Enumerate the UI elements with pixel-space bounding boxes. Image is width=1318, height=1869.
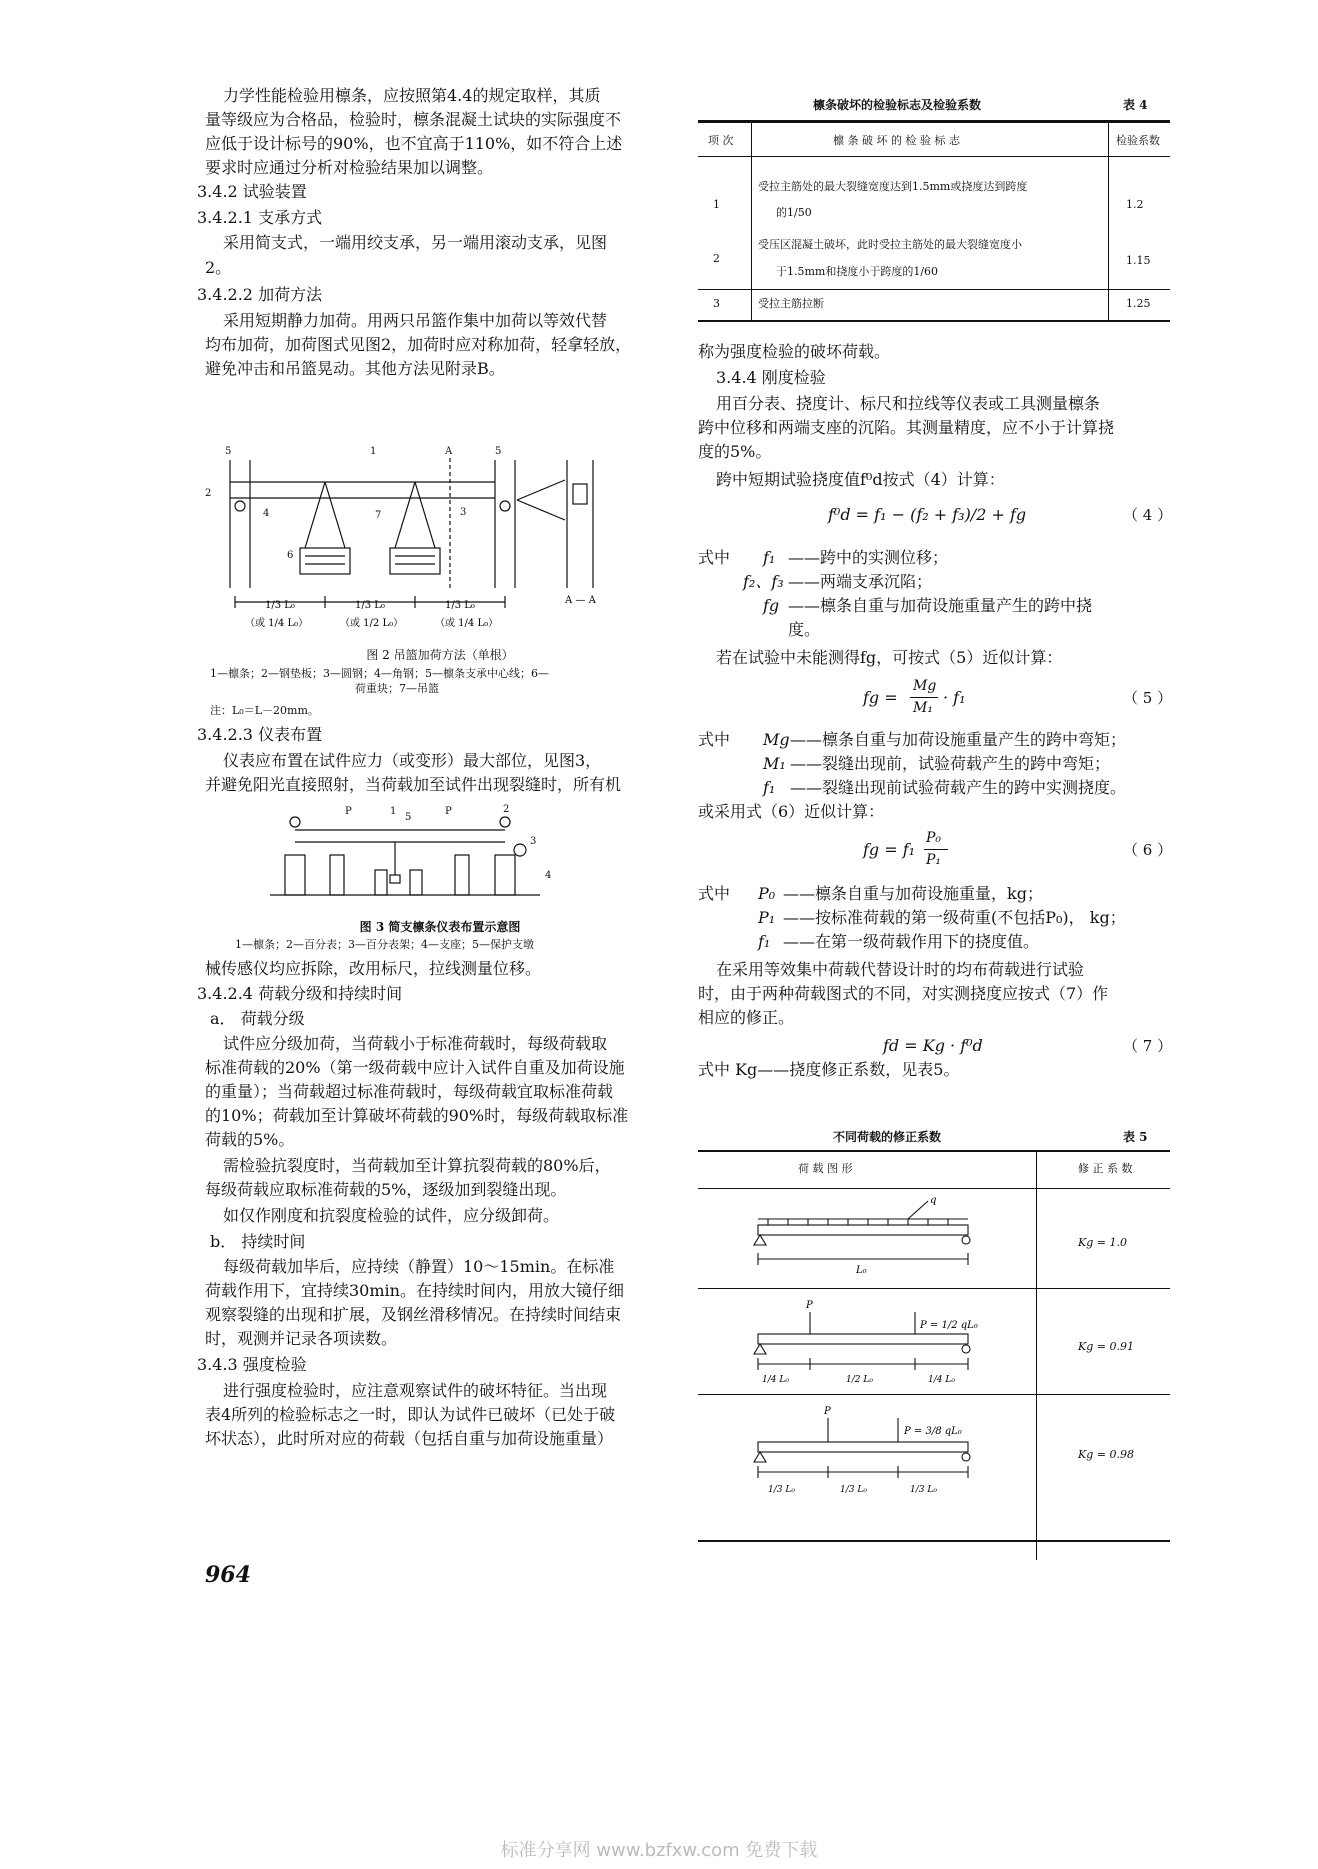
paragraph-line: 的10%；荷载加至计算破坏荷载的90%时，每级荷载取标准 [205, 1106, 629, 1125]
table-5-k: Kg = 0.91 [1078, 1340, 1134, 1353]
paragraph-line: 时，观测并记录各项读数。 [205, 1329, 398, 1348]
figure-2-caption: 图 2 吊篮加荷方法（单根） [366, 648, 514, 662]
where-symbol: Mg [763, 730, 790, 749]
equation-6-numerator: P₀ [926, 830, 942, 846]
table-5-q-label: q [930, 1195, 937, 1206]
equation-number: （ 6 ） [1123, 841, 1173, 859]
where-text: ——在第一级荷载作用下的挠度值。 [783, 932, 1040, 951]
figure-2-legend: 1—檩条；2—钢垫板；3—圆钢；4—角钢；5—檩条支承中心线；6— [210, 667, 549, 680]
paragraph-line: 进行强度检验时，应注意观察试件的破坏特征。当出现 [223, 1381, 608, 1400]
paragraph-line: 或采用式（6）近似计算： [698, 802, 885, 821]
paragraph-line: 试件应分级加荷，当荷载小于标准荷载时，每级荷载取 [223, 1034, 608, 1053]
table-4-row-text: 受拉主筋拉断 [758, 297, 824, 310]
table-4-bottom-rule [698, 320, 1170, 322]
table-4-row-text: 于1.5mm和挠度小于跨度的1/60 [776, 265, 939, 278]
paragraph-line: 仪表应布置在试件应力（或变形）最大部位，见图3， [223, 751, 602, 770]
where-text: ——裂缝出现前试验荷载产生的跨中实测挠度。 [790, 778, 1127, 797]
equation-5-right: · f₁ [943, 688, 966, 707]
paragraph-line: 均布加荷，加荷图式见图2，加荷时应对称加荷，轻拿轻放， [205, 335, 632, 354]
fig2-dim-alt: （或 1/2 L₀） [340, 618, 404, 629]
table-5-title: 不同荷载的修正系数 [833, 1130, 942, 1144]
paragraph-line: 式中 Kg——挠度修正系数，见表5。 [698, 1060, 960, 1079]
equation-number: （ 5 ） [1123, 689, 1173, 707]
footer-watermark: 标准分享网 www.bzfxw.com 免费下载 [500, 1840, 818, 1861]
paragraph-line: 荷载作用下，宜持续30min。在持续时间内，用放大镜仔细 [205, 1281, 624, 1300]
table-5-row1-diagram [738, 1195, 998, 1280]
table-4-header: 檩 条 破 坏 的 检 验 标 志 [833, 134, 960, 147]
svg-text:6: 6 [287, 550, 294, 561]
fig2-dim-alt: （或 1/4 L₀） [435, 618, 499, 629]
svg-text:3: 3 [460, 507, 467, 518]
subsection-heading: a． 荷载分级 [210, 1009, 305, 1028]
subsection-heading: b． 持续时间 [210, 1232, 306, 1251]
paragraph-line: 跨中位移和两端支座的沉陷。其测量精度，应不小于计算挠 [698, 418, 1115, 437]
equation-number: （ 7 ） [1123, 1037, 1173, 1055]
where-symbol: P₀ [758, 884, 776, 903]
equation-6-denominator: P₁ [926, 852, 942, 868]
where-symbol: f₂、f₃ [743, 572, 784, 591]
svg-text:5: 5 [495, 446, 502, 457]
svg-text:3: 3 [530, 836, 537, 847]
table-5-load-label: P = 3/8 qL₀ [904, 1426, 962, 1437]
where-text: ——按标准荷载的第一级荷重(不包括P₀)， kg； [783, 908, 1126, 927]
figure-2-legend: 荷重块；7—吊篮 [355, 682, 439, 695]
table-5-number: 表 5 [1123, 1130, 1148, 1144]
table-4-row-k: 1.25 [1126, 297, 1151, 310]
table-4-header: 项 次 [708, 134, 734, 147]
svg-text:4: 4 [545, 870, 552, 881]
equation-5-left: fg = [863, 688, 898, 707]
svg-text:1: 1 [390, 806, 397, 817]
paragraph-line: 时，由于两种荷载图式的不同，对实测挠度应按式（7）作 [698, 984, 1109, 1003]
section-heading: 3.4.2.3 仪表布置 [197, 725, 323, 744]
intro-line: 要求时应通过分析对检验结果加以调整。 [205, 158, 494, 177]
section-heading: 3.4.2.2 加荷方法 [197, 285, 323, 304]
paragraph-line: 跨中短期试验挠度值f⁰d按式（4）计算： [716, 470, 1005, 489]
page-number: 964 [205, 1562, 251, 1588]
paragraph-line: 并避免阳光直接照射，当荷载加至试件出现裂缝时，所有机 [205, 775, 622, 794]
paragraph-line: 避免冲击和吊篮晃动。其他方法见附录B。 [205, 359, 505, 378]
figure-2-note: 注：L₀＝L－20mm。 [210, 704, 319, 717]
fig2-dim: 1/3 L₀ [355, 600, 385, 611]
where-symbol: f₁ [758, 932, 771, 951]
table-5-span-label: L₀ [856, 1265, 867, 1276]
svg-text:P: P [445, 806, 452, 817]
paragraph-line: 相应的修正。 [698, 1008, 795, 1027]
paragraph-line: 采用短期静力加荷。用两只吊篮作集中加荷以等效代替 [223, 311, 608, 330]
paragraph-line: 称为强度检验的破坏荷载。 [698, 342, 891, 361]
paragraph-line: 的重量）；当荷载超过标准荷载时，每级荷载宜取标准荷载 [205, 1082, 614, 1101]
svg-text:7: 7 [375, 510, 382, 521]
where-text: 度。 [788, 620, 821, 639]
paragraph-line: 在采用等效集中荷载代替设计时的均布荷载进行试验 [716, 960, 1085, 979]
paragraph-line: 坏状态），此时所对应的荷载（包括自重与加荷设施重量） [205, 1429, 614, 1448]
where-symbol: f₁ [763, 548, 776, 567]
table-5-k: Kg = 0.98 [1078, 1448, 1134, 1461]
paragraph-line: 械传感仪均应拆除，改用标尺，拉线测量位移。 [205, 959, 542, 978]
svg-text:4: 4 [263, 508, 270, 519]
figure-2-diagram [195, 440, 665, 630]
svg-text:1: 1 [370, 446, 377, 457]
table-5-bottom-rule [698, 1540, 1170, 1542]
paragraph-line: 每级荷载应取标准荷载的5%，逐级加到裂缝出现。 [205, 1180, 567, 1199]
table-4-header: 检验系数 [1116, 134, 1160, 147]
paragraph-line: 表4所列的检验标志之一时，即认为试件已破坏（已处于破 [205, 1405, 616, 1424]
table-4-row-no: 2 [713, 252, 720, 265]
table-4-row-k: 1.15 [1126, 254, 1151, 267]
paragraph-line: 若在试验中未能测得fg，可按式（5）近似计算： [716, 648, 1063, 667]
table-4-row-k: 1.2 [1126, 198, 1144, 211]
table-5-header: 修 正 系 数 [1078, 1162, 1133, 1175]
svg-text:5: 5 [225, 446, 232, 457]
equation-5-numerator: Mg [913, 678, 937, 694]
table-5-k: Kg = 1.0 [1078, 1236, 1127, 1249]
figure-3-legend: 1—檩条；2—百分表；3—百分表架；4—支座；5—保护支墩 [235, 938, 534, 951]
equation-7: fd = Kg · f⁰d [883, 1036, 983, 1055]
table-4-row-text: 受压区混凝土破坏，此时受拉主筋处的最大裂缝宽度小 [758, 238, 1022, 251]
where-text: ——檩条自重与加荷设施重量，kg； [783, 884, 1043, 903]
svg-text:P: P [345, 806, 352, 817]
svg-text:5: 5 [405, 812, 412, 823]
section-heading: 3.4.2 试验装置 [197, 182, 307, 201]
where-symbol: f₁ [763, 778, 776, 797]
table-5-dim: 1/3 L₀ [768, 1485, 795, 1495]
where-text: ——裂缝出现前，试验荷载产生的跨中弯矩； [790, 754, 1111, 773]
svg-text:2: 2 [205, 488, 212, 499]
paragraph-line: 2。 [205, 258, 232, 277]
section-heading: 3.4.3 强度检验 [197, 1355, 307, 1374]
intro-line: 量等级应为合格品，检验时，檩条混凝土试块的实际强度不 [205, 110, 622, 129]
table-4-row-no: 1 [713, 198, 720, 211]
table-4-row-no: 3 [713, 297, 720, 310]
paragraph-line: 度的5%。 [698, 442, 772, 461]
table-4-row-text: 的1/50 [776, 206, 812, 219]
paragraph-line: 每级荷载加毕后，应持续（静置）10～15min。在标准 [223, 1257, 615, 1276]
section-heading: 3.4.2.1 支承方式 [197, 208, 323, 227]
fig2-section-label: A — A [565, 595, 596, 606]
table-5-header: 荷 载 图 形 [798, 1162, 853, 1175]
table-5-dim: 1/2 L₀ [846, 1375, 873, 1385]
table-5-dim: 1/4 L₀ [928, 1375, 955, 1385]
svg-text:A: A [445, 446, 453, 457]
svg-text:2: 2 [503, 804, 510, 815]
paragraph-line: 需检验抗裂度时，当荷载加至计算抗裂荷载的80%后， [223, 1156, 611, 1175]
section-heading: 3.4.2.4 荷载分级和持续时间 [197, 984, 403, 1003]
equation-5-denominator: M₁ [913, 700, 933, 716]
equation-4: f⁰d = f₁ − (f₂ + f₃)/2 + fg [828, 505, 1027, 524]
table-4-row-text: 受拉主筋处的最大裂缝宽度达到1.5mm或挠度达到跨度 [758, 180, 1028, 193]
intro-line: 力学性能检验用檩条，应按照第4.4的规定取样，其质 [223, 86, 601, 105]
fig2-dim: 1/3 L₀ [445, 600, 475, 611]
section-heading: 3.4.4 刚度检验 [716, 368, 826, 387]
figure-3-caption: 图 3 简支檩条仪表布置示意图 [359, 920, 521, 934]
where-lead: 式中 [698, 884, 731, 903]
paragraph-line: 观察裂缝的出现和扩展，及钢丝滑移情况。在持续时间结束 [205, 1305, 622, 1324]
where-symbol: fg [763, 596, 780, 615]
where-text: ——檩条自重与加荷设施重量产生的跨中挠 [788, 596, 1093, 615]
table-5-row3-diagram [738, 1398, 998, 1498]
fig2-dim-alt: （或 1/4 L₀） [245, 618, 309, 629]
table-5-row2-diagram [738, 1292, 998, 1387]
where-text: ——跨中的实测位移； [788, 548, 949, 567]
where-text: ——两端支承沉陷； [788, 572, 933, 591]
equation-6-left: fg = f₁ [863, 840, 916, 859]
paragraph-line: 如仅作刚度和抗裂度检验的试件，应分级卸荷。 [223, 1206, 560, 1225]
table-4-title: 檩条破坏的检验标志及检验系数 [813, 98, 982, 112]
where-lead: 式中 [698, 548, 731, 567]
table-5-load-label: P = 1/2 qL₀ [920, 1320, 978, 1331]
table-5-p-label: P [806, 1300, 813, 1311]
table-4-number: 表 4 [1123, 98, 1148, 112]
paragraph-line: 荷载的5%。 [205, 1130, 295, 1149]
where-symbol: P₁ [758, 908, 776, 927]
fig2-dim: 1/3 L₀ [265, 600, 295, 611]
table-5-dim: 1/3 L₀ [840, 1485, 867, 1495]
equation-number: （ 4 ） [1123, 506, 1173, 524]
paragraph-line: 用百分表、挠度计、标尺和拉线等仪表或工具测量檩条 [716, 394, 1101, 413]
where-lead: 式中 [698, 730, 731, 749]
intro-line: 应低于设计标号的90%，也不宜高于110%，如不符合上述 [205, 134, 623, 153]
figure-3-diagram [265, 800, 565, 910]
table-5-p-label: P [824, 1406, 831, 1417]
where-text: ——檩条自重与加荷设施重量产生的跨中弯矩； [790, 730, 1127, 749]
paragraph-line: 采用简支式，一端用绞支承，另一端用滚动支承，见图 [223, 233, 608, 252]
where-symbol: M₁ [763, 754, 786, 773]
table-5-dim: 1/4 L₀ [762, 1375, 789, 1385]
table-5-dim: 1/3 L₀ [910, 1485, 937, 1495]
paragraph-line: 标准荷载的20%（第一级荷载中应计入试件自重及加荷设施 [205, 1058, 625, 1077]
